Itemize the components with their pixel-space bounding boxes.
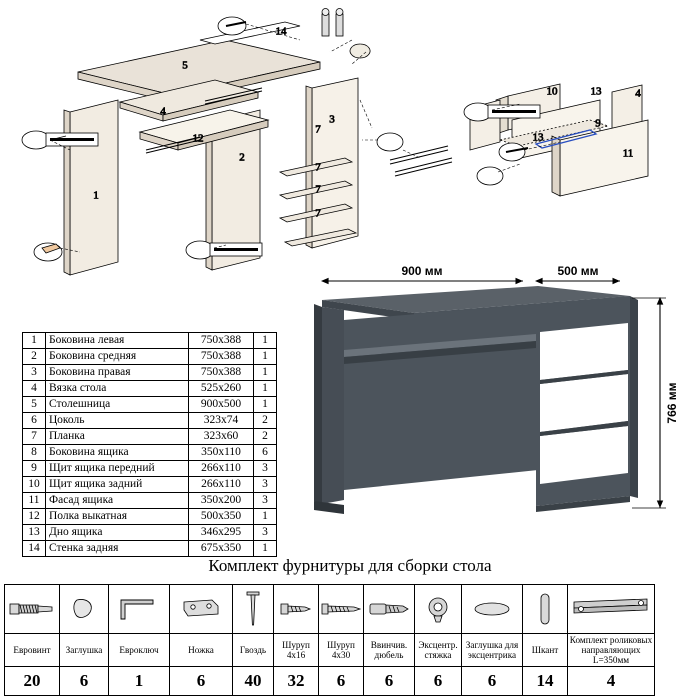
part-dim: 750х388 [189, 333, 254, 349]
cap-plug-icon [60, 585, 108, 633]
table-row [23, 493, 277, 509]
hardware-count: 40 [233, 667, 274, 696]
part-qty: 3 [254, 525, 277, 541]
part-dim: 350х200 [189, 493, 254, 509]
hardware-count: 6 [364, 667, 415, 696]
part-no: 14 [23, 541, 46, 557]
cam-cover-icon [462, 585, 522, 633]
part-no: 10 [23, 477, 46, 493]
part-no: 7 [23, 429, 46, 445]
dowel-icon [523, 585, 567, 633]
assembled-desk-illustration [300, 258, 690, 548]
parts-list-body [23, 333, 277, 557]
hardware-count: 20 [5, 667, 60, 696]
svg-text:13: 13 [532, 131, 544, 144]
hardware-count: 6 [60, 667, 109, 696]
part-dim: 900х500 [189, 397, 254, 413]
part-qty: 2 [254, 429, 277, 445]
table-row [23, 525, 277, 541]
svg-text:12: 12 [192, 132, 204, 145]
screw-4x16-icon [274, 585, 318, 633]
part-left-side-panel [64, 100, 118, 275]
svg-text:10: 10 [546, 85, 558, 98]
part-qty: 1 [254, 349, 277, 365]
part-dim: 266х110 [189, 461, 254, 477]
svg-text:7: 7 [315, 161, 321, 174]
hardware-name: Ввинчив. дюбель [364, 634, 415, 667]
part-name: Боковина средняя [46, 349, 189, 365]
svg-text:2: 2 [239, 151, 245, 164]
nail-icon [233, 585, 273, 633]
part-name: Цоколь [46, 413, 189, 429]
svg-text:5: 5 [182, 59, 188, 72]
table-row [23, 461, 277, 477]
part-dim: 750х388 [189, 349, 254, 365]
hardware-name: Шуруп 4х16 [274, 634, 319, 667]
hardware-name: Заглушка для эксцентрика [462, 634, 523, 667]
fastener-callouts [322, 9, 370, 58]
part-no: 5 [23, 397, 46, 413]
hardware-cell-icon [5, 585, 60, 634]
hardware-count: 1 [109, 667, 170, 696]
hardware-count: 6 [319, 667, 364, 696]
part-qty: 3 [254, 461, 277, 477]
svg-text:3: 3 [329, 113, 335, 126]
hardware-cell-icon [319, 585, 364, 634]
height-label: 766 мм [665, 382, 679, 424]
hardware-section-title: Комплект фурнитуры для сборки стола [208, 556, 492, 575]
screw-4x30-icon [319, 585, 363, 633]
screw-in-dowel-icon [364, 585, 414, 633]
svg-text:7: 7 [315, 123, 321, 136]
part-qty: 1 [254, 397, 277, 413]
hardware-count: 4 [568, 667, 655, 696]
part-no: 4 [23, 381, 46, 397]
hardware-name: Заглушка [60, 634, 109, 667]
part-qty: 3 [254, 493, 277, 509]
hardware-name: Шкант [523, 634, 568, 667]
hardware-counts-row [5, 667, 655, 696]
part-no: 6 [23, 413, 46, 429]
part-dim: 500х350 [189, 509, 254, 525]
hardware-cell-icon [170, 585, 233, 634]
part-name: Стенка задняя [46, 541, 189, 557]
part-dim: 350х110 [189, 445, 254, 461]
part-no: 11 [23, 493, 46, 509]
part-qty: 1 [254, 541, 277, 557]
svg-text:4: 4 [160, 105, 166, 118]
hardware-cell-icon [415, 585, 462, 634]
part-dim: 675х350 [189, 541, 254, 557]
desk-body [314, 286, 630, 514]
euro-screw-icon [5, 585, 59, 633]
svg-text:1: 1 [93, 189, 99, 202]
hardware-name: Комплект роликовых направляющих L=350мм [568, 634, 655, 667]
part-no: 12 [23, 509, 46, 525]
hardware-name: Эксцентр. стяжка [415, 634, 462, 667]
drawer-slide-rail-detail [390, 146, 452, 176]
part-qty: 1 [254, 509, 277, 525]
hardware-cell-icon [233, 585, 274, 634]
part-name: Фасад ящика [46, 493, 189, 509]
part-qty: 1 [254, 381, 277, 397]
cam-lock-icon [415, 585, 461, 633]
table-row [23, 509, 277, 525]
table-row [23, 365, 277, 381]
part-name: Полка выкатная [46, 509, 189, 525]
part-dim: 525х260 [189, 381, 254, 397]
svg-text:9: 9 [595, 117, 601, 130]
table-row [23, 413, 277, 429]
parts-list-table [22, 332, 277, 557]
part-name: Боковина ящика [46, 445, 189, 461]
part-name: Дно ящика [46, 525, 189, 541]
part-name: Боковина правая [46, 365, 189, 381]
depth-label: 500 мм [557, 264, 599, 278]
euro-key-icon [109, 585, 169, 633]
table-row [23, 429, 277, 445]
part-no: 1 [23, 333, 46, 349]
part-name: Вязка стола [46, 381, 189, 397]
part-no: 9 [23, 461, 46, 477]
part-dim: 266х110 [189, 477, 254, 493]
hardware-name: Шуруп 4х30 [319, 634, 364, 667]
part-qty: 3 [254, 477, 277, 493]
table-row [23, 397, 277, 413]
hardware-name: Ножка [170, 634, 233, 667]
part-no: 3 [23, 365, 46, 381]
table-row [23, 349, 277, 365]
foot-icon [170, 585, 232, 633]
svg-text:7: 7 [315, 207, 321, 220]
hardware-name: Гвоздь [233, 634, 274, 667]
table-row [23, 445, 277, 461]
svg-text:4: 4 [635, 87, 641, 100]
width-label: 900 мм [401, 264, 443, 278]
part-name: Столешница [46, 397, 189, 413]
pedestal-right-edge [630, 296, 638, 498]
part-name: Боковина левая [46, 333, 189, 349]
hardware-icons-row [5, 585, 655, 634]
part-qty: 1 [254, 333, 277, 349]
part-no: 2 [23, 349, 46, 365]
hardware-name: Евроключ [109, 634, 170, 667]
hardware-cell-icon [523, 585, 568, 634]
part-name: Планка [46, 429, 189, 445]
part-dim: 750х388 [189, 365, 254, 381]
svg-text:7: 7 [315, 183, 321, 196]
hardware-cell-icon [109, 585, 170, 634]
hardware-names-row [5, 634, 655, 667]
part-dim: 346х295 [189, 525, 254, 541]
table-row [23, 477, 277, 493]
hardware-count: 6 [415, 667, 462, 696]
hardware-cell-icon [60, 585, 109, 634]
table-row [23, 333, 277, 349]
svg-text:11: 11 [622, 147, 634, 160]
svg-text:13: 13 [590, 85, 602, 98]
hardware-count: 14 [523, 667, 568, 696]
table-row [23, 541, 277, 557]
part-qty: 6 [254, 445, 277, 461]
table-row [23, 381, 277, 397]
hardware-cell-icon [568, 585, 655, 634]
drawer-slide-icon [568, 585, 654, 633]
hardware-cell-icon [364, 585, 415, 634]
hardware-count: 6 [462, 667, 523, 696]
part-dim: 323х74 [189, 413, 254, 429]
part-qty: 1 [254, 365, 277, 381]
part-dim: 323х60 [189, 429, 254, 445]
hardware-count: 32 [274, 667, 319, 696]
hardware-cell-icon [274, 585, 319, 634]
part-qty: 2 [254, 413, 277, 429]
hardware-kit-table [4, 584, 655, 696]
svg-text:14: 14 [275, 25, 287, 38]
hardware-cell-icon [462, 585, 523, 634]
part-name: Щит ящика задний [46, 477, 189, 493]
part-name: Щит ящика передний [46, 461, 189, 477]
hardware-name: Евровинт [5, 634, 60, 667]
hardware-count: 6 [170, 667, 233, 696]
exploded-view-diagram [0, 0, 700, 300]
part-no: 8 [23, 445, 46, 461]
part-no: 13 [23, 525, 46, 541]
